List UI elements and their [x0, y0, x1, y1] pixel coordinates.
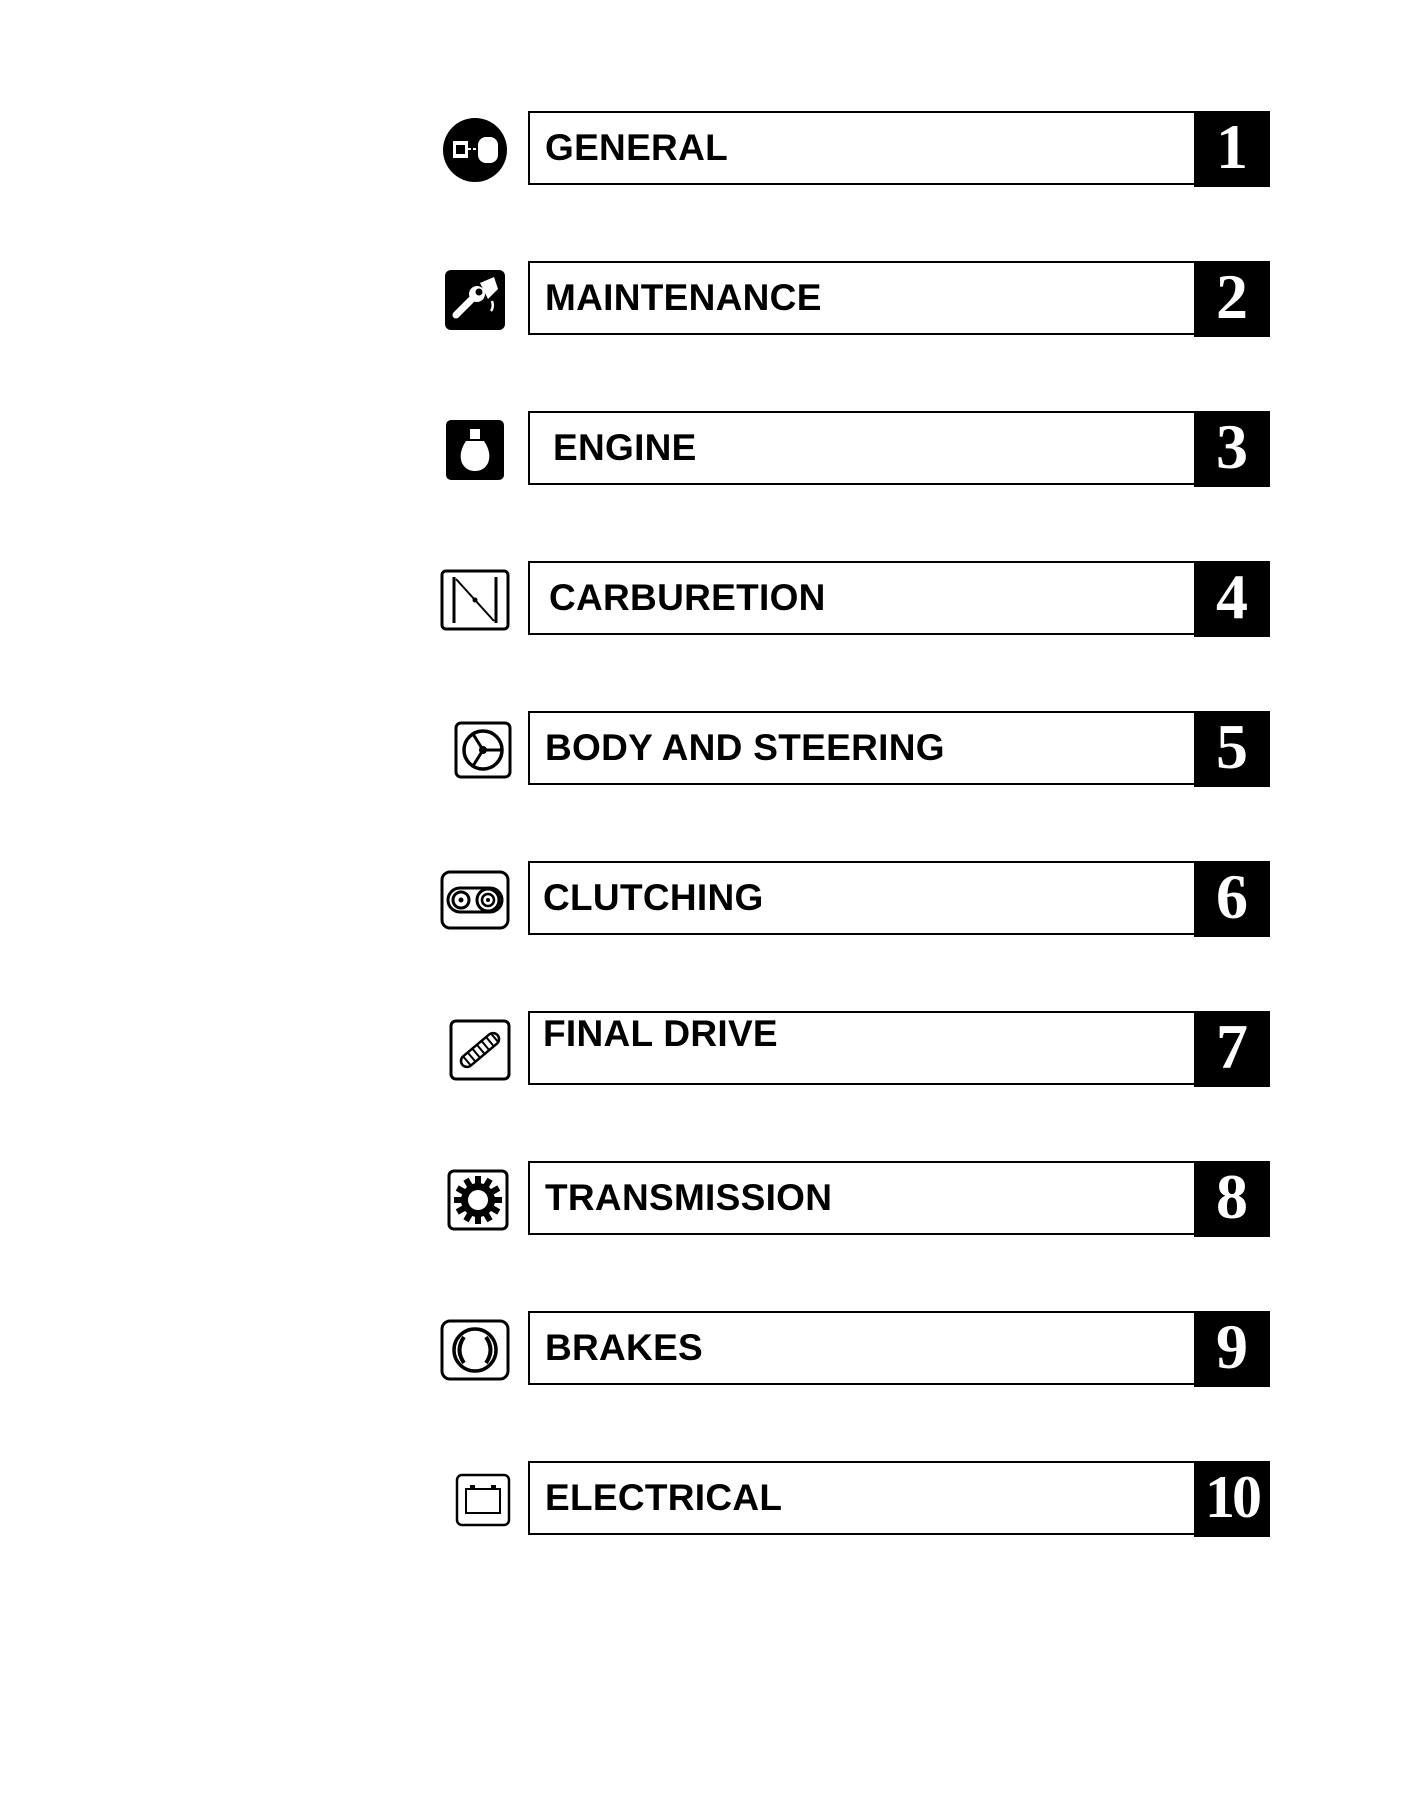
section-tab-maintenance[interactable]: [0, 261, 1425, 339]
section-tab-box: [528, 1011, 1270, 1085]
section-title: BRAKES: [545, 1327, 704, 1368]
section-tab-box: [528, 411, 1270, 485]
section-number: 4: [1194, 561, 1270, 637]
section-number: 7: [1194, 1011, 1270, 1087]
section-title: TRANSMISSION: [545, 1177, 833, 1218]
section-number: 3: [1194, 411, 1270, 487]
section-title: GENERAL: [545, 127, 728, 168]
clutch-pulleys-icon: [440, 865, 510, 935]
drive-chain-icon: [448, 1015, 512, 1085]
engine-piston-icon: [440, 415, 510, 485]
section-title: CLUTCHING: [543, 877, 764, 918]
section-tab-box: [528, 111, 1270, 185]
section-number: 5: [1194, 711, 1270, 787]
section-title: MAINTENANCE: [545, 277, 822, 318]
section-tab-carburetion[interactable]: [0, 561, 1425, 639]
section-tab-body-and-steering[interactable]: [0, 711, 1425, 789]
section-number: 9: [1194, 1311, 1270, 1387]
section-title: BODY AND STEERING: [545, 727, 945, 768]
section-tab-engine[interactable]: [0, 411, 1425, 489]
section-tab-box: [528, 1161, 1270, 1235]
general-icon: [440, 115, 510, 185]
section-number: 6: [1194, 861, 1270, 937]
section-tab-electrical[interactable]: [0, 1461, 1425, 1539]
section-tab-brakes[interactable]: [0, 1311, 1425, 1389]
section-tab-transmission[interactable]: [0, 1161, 1425, 1239]
steering-wheel-icon: [452, 715, 514, 785]
section-title: CARBURETION: [549, 577, 826, 618]
section-title: ELECTRICAL: [545, 1477, 783, 1518]
section-tab-box: [528, 1461, 1270, 1535]
maintenance-wrench-oilcan-icon: [440, 265, 510, 335]
section-tab-final-drive[interactable]: [0, 1011, 1425, 1089]
section-number: 1: [1194, 111, 1270, 187]
section-number: 10: [1194, 1461, 1270, 1537]
section-tab-box: [528, 561, 1270, 635]
section-number: 8: [1194, 1161, 1270, 1237]
section-tab-clutching[interactable]: [0, 861, 1425, 939]
section-title: FINAL DRIVE: [543, 1013, 778, 1054]
gear-icon: [446, 1165, 510, 1235]
section-tab-box: [528, 861, 1270, 935]
section-tab-box: [528, 1311, 1270, 1385]
section-tab-box: [528, 711, 1270, 785]
carburetor-throttle-icon: [440, 565, 510, 635]
brake-disc-icon: [440, 1315, 510, 1385]
section-title: ENGINE: [553, 427, 697, 468]
section-tab-general[interactable]: [0, 111, 1425, 189]
battery-icon: [454, 1465, 512, 1535]
section-number: 2: [1194, 261, 1270, 337]
section-tab-box: [528, 261, 1270, 335]
